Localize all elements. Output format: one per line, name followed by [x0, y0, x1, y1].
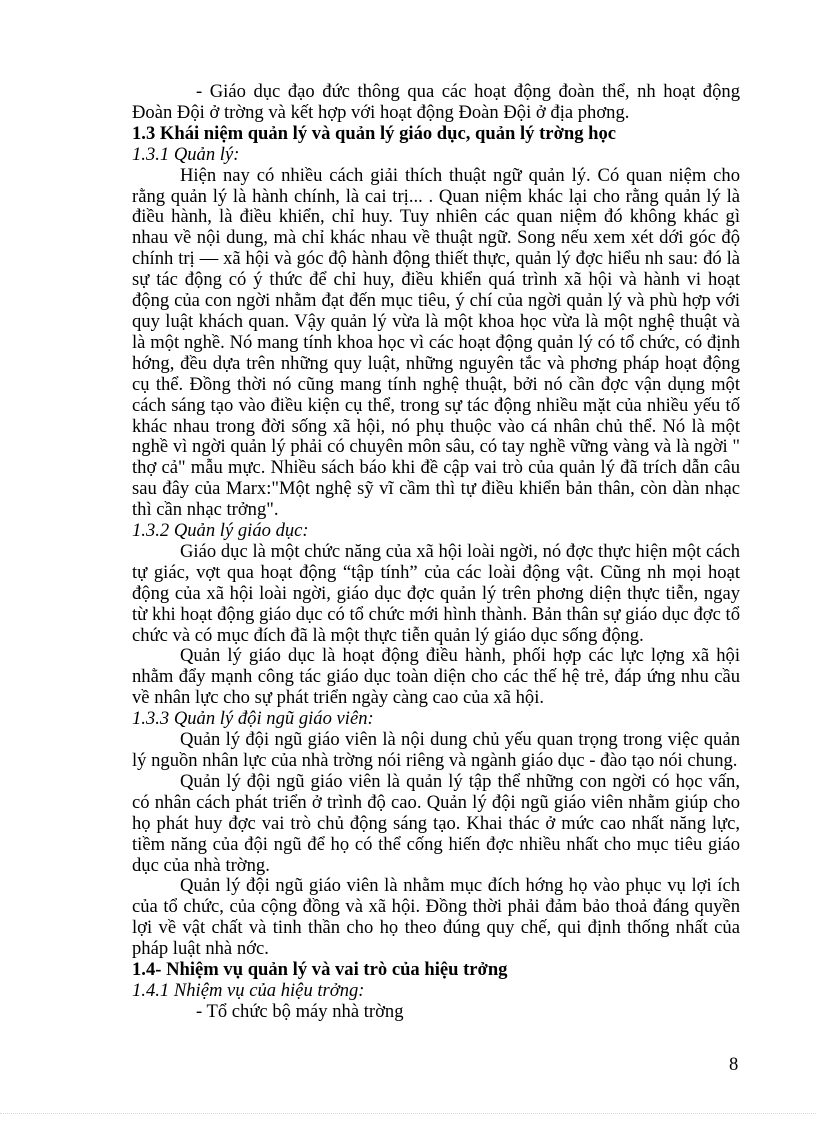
- page-bottom-divider: [0, 1113, 816, 1114]
- subheading-1-4-1: 1.4.1 Nhiệm vụ của hiệu trởng:: [132, 979, 365, 1001]
- paragraph-1-3-2-b: Quản lý giáo dục là hoạt động điều hành, phối hợp các lực lợng xã hội nhằm đẩy mạnh công tác giáo dục toàn diện cho các thế hệ trẻ, đáp ứng nhu cầu về nhân lực cho sự phát triển ngày càng cao của xã hội.: [132, 645, 740, 709]
- paragraph-1-3-3-c: Quản lý đội ngũ giáo viên là nhằm mục đích hớng họ vào phục vụ lợi ích của tổ chức, của cộng đồng và xã hội. Đồng thời phải đảm bảo thoả đáng quyền lợi về vật chất và tinh thần cho họ theo đúng quy chế, qui định thống nhất của pháp luật nhà nớc.: [132, 875, 740, 960]
- subheading-1-3-3: 1.3.3 Quản lý đội ngũ giáo viên:: [132, 708, 374, 730]
- page-number: 8: [729, 1054, 739, 1075]
- paragraph-1-3-2-a: Giáo dục là một chức năng của xã hội loài ngời, nó đợc thực hiện một cách tự giác, vợt qua hoạt động “tập tính” của các loài động vật. Cũng nh mọi hoạt động của xã hội loài ngời, giáo dục đợc quản lý trên phơng diện thực tiễn, ngay từ khi hoạt động giáo dục có tổ chức mới hình thành. Bản thân sự giáo dục đợc tổ chức và có mục đích đã là một thực tiễn quản lý giáo dục sống động.: [132, 540, 740, 646]
- paragraph-1-3-3-a: Quản lý đội ngũ giáo viên là nội dung chủ yếu quan trọng trong việc quản lý nguồn nhân lực của nhà trờng nói riêng và ngành giáo dục - đào tạo nói chung.: [132, 729, 740, 771]
- paragraph-1-4-1: - Tổ chức bộ máy nhà trờng: [196, 1000, 404, 1022]
- heading-1-3: 1.3 Khái niệm quản lý và quản lý giáo dục, quản lý trờng học: [132, 122, 617, 144]
- paragraph-1-3-1: Hiện nay có nhiều cách giải thích thuật ngữ quản lý. Có quan niệm cho rằng quản lý là hành chính, là cai trị... . Quan niệm khác lại cho rằng quản lý là điều hành, là điều khiển, chỉ huy. Tuy nhiên các quan niệm đó không khác gì nhau về nội dung, mà chỉ khác nhau về thuật ngữ. Song nếu xem xét dới góc độ chính trị — xã hội và góc độ hành động thiết thực, quản lý đợc hiểu nh sau: đó là sự tác động có ý thức để chỉ huy, điều khiển quá trình xã hội và hành vi hoạt động của con ngời nhằm đạt đến mục tiêu, ý chí của ngời quản lý và phù hợp với quy luật khách quan. Vậy quản lý vừa là một khoa học vừa là một nghệ thuật và là một nghề. Nó mang tính khoa học vì các hoạt động quản lý có tổ chức, có định hớng, đều dựa trên những quy luật, những nguyên tắc và phơng pháp hoạt động cụ thể. Đồng thời nó cũng mang tính nghệ thuật, bởi nó cần đợc vận dụng một cách sáng tạo vào điều kiện cụ thể, trong sự tác động nhiều mặt của nhiều yếu tố khác nhau trong đời sống xã hội, nó phụ thuộc vào cá nhân chủ thể. Nó là một nghề vì ngời quản lý phải có chuyên môn sâu, có tay nghề vững vàng và là ngời " thợ cả" mẫu mực. Nhiều sách báo khi đề cập vai trò của quản lý đã trích dẫn câu sau đây của Marx:"Một nghệ sỹ vĩ cầm thì tự điều khiển bản thân, còn dàn nhạc thì cần nhạc trởng".: [132, 164, 740, 521]
- paragraph-1-3-3-b: Quản lý đội ngũ giáo viên là quản lý tập thể những con ngời có học vấn, có nhân cách phát triển ở trình độ cao. Quản lý đội ngũ giáo viên nhằm giúp cho họ phát huy đợc vai trò chủ động sáng tạo. Khai thác ở mức cao nhất năng lực, tiềm năng của đội ngũ để họ có thể cống hiến đợc nhiều nhất cho mục tiêu giáo dục của nhà trờng.: [132, 770, 740, 876]
- subheading-1-3-2: 1.3.2 Quản lý giáo dục:: [132, 520, 309, 542]
- document-page: [132, 82, 740, 1023]
- subheading-1-3-1: 1.3.1 Quản lý:: [132, 143, 240, 165]
- heading-1-4: 1.4- Nhiệm vụ quản lý và vai trò của hiệu trởng: [132, 959, 508, 981]
- paragraph-intro: - Giáo dục đạo đức thông qua các hoạt động đoàn thể, nh hoạt động Đoàn Đội ở trờng và kết hợp với hoạt động Đoàn Đội ở địa phơng.: [132, 81, 740, 123]
